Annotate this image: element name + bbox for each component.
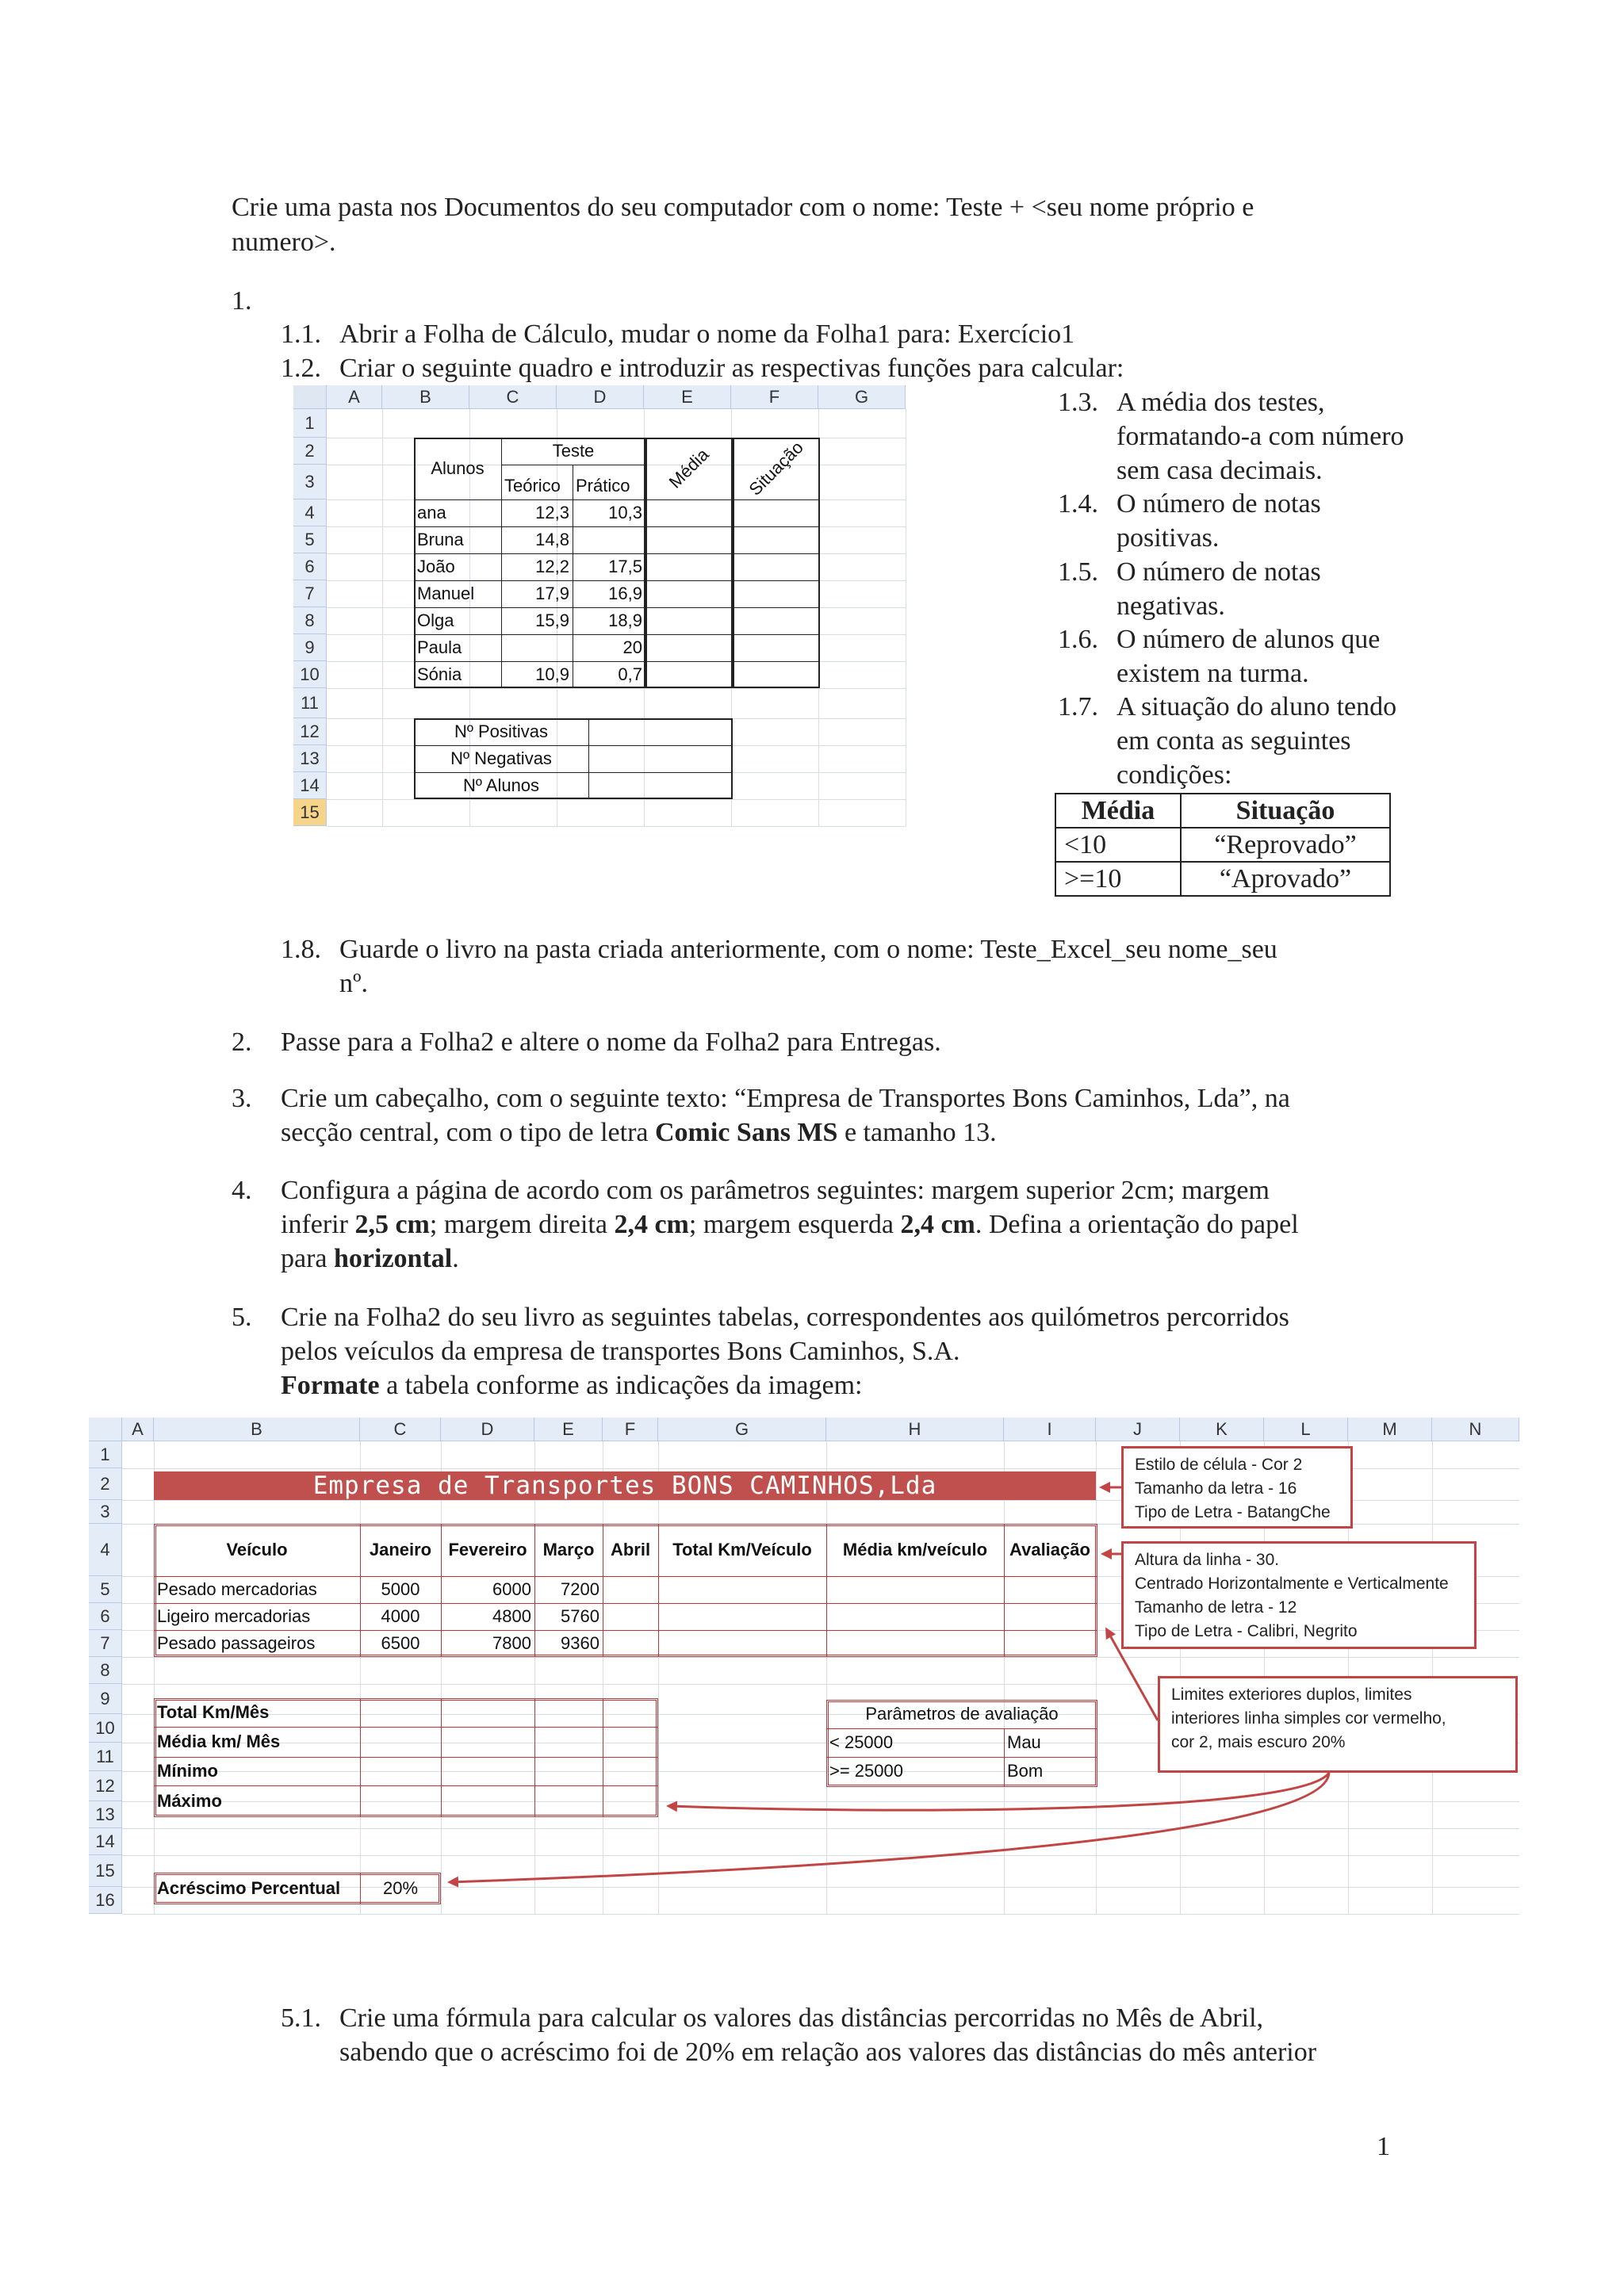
col-header-g[interactable]: G	[818, 385, 906, 409]
col-header-c[interactable]: C	[469, 385, 557, 409]
col-header-e[interactable]: E	[644, 385, 731, 409]
row-header[interactable]: 5	[89, 1576, 122, 1603]
row-header[interactable]: 6	[89, 1603, 122, 1630]
col-header-f[interactable]: F	[731, 385, 818, 409]
row-header[interactable]: 4	[293, 499, 327, 526]
header-abril: Abril	[610, 1540, 651, 1559]
header-veiculo: Veículo	[226, 1540, 288, 1559]
acrescimo-value: 20%	[382, 1878, 419, 1898]
item-1-7-number: 1.7.	[1058, 692, 1098, 721]
item-1-8-line: nº.	[339, 969, 369, 998]
student-name: Olga	[417, 610, 454, 630]
item-5-line-2: pelos veículos da empresa de transportes Bons Caminhos, S.A.	[281, 1337, 960, 1366]
item-1-4-number: 1.4.	[1058, 489, 1098, 519]
row-header[interactable]: 7	[89, 1630, 122, 1657]
item-1-3-line: sem casa decimais.	[1116, 456, 1323, 485]
item-3-line-2: secção central, com o tipo de letra Comic Sans MS e tamanho 13.	[281, 1118, 997, 1147]
item-3-number: 3.	[232, 1084, 252, 1113]
student-name: ana	[417, 503, 446, 522]
item-1-7-line: A situação do aluno tendo	[1116, 692, 1397, 721]
col-header[interactable]: K	[1180, 1418, 1264, 1441]
callout-header-style: Altura da linha - 30. Centrado Horizontalmente e Verticalmente Tamanho de letra - 12 Tipo de Letra - Calibri, Negrito	[1121, 1541, 1477, 1649]
col-header-d[interactable]: D	[557, 385, 644, 409]
item-5-1-number: 5.1.	[281, 2003, 321, 2033]
vehicle-fev: 7800	[492, 1633, 531, 1653]
header-pratico: Prático	[576, 476, 630, 496]
row-header[interactable]: 1	[293, 409, 327, 438]
item-1-7-line: condições:	[1116, 760, 1232, 790]
row-header-active[interactable]: 15	[293, 799, 327, 826]
row-header[interactable]: 5	[293, 526, 327, 553]
item-4-line-2: inferir 2,5 cm; margem direita 2,4 cm; margem esquerda 2,4 cm. Defina a orientação do papel	[281, 1210, 1299, 1239]
vehicle-mar: 7200	[561, 1579, 599, 1599]
col-header[interactable]: G	[658, 1418, 826, 1441]
header-total: Total Km/Veículo	[672, 1540, 812, 1559]
intro-line-2: numero>.	[232, 228, 336, 257]
col-header[interactable]: D	[441, 1418, 534, 1441]
vehicle-mar: 5760	[561, 1606, 599, 1626]
param-condition: < 25000	[829, 1732, 894, 1752]
col-header-a[interactable]: A	[327, 385, 382, 409]
row-header[interactable]: 12	[89, 1771, 122, 1801]
stat-maximo: Máximo	[157, 1791, 222, 1811]
vehicle-mar: 9360	[561, 1633, 599, 1653]
col-header[interactable]: I	[1004, 1418, 1096, 1441]
item-3-line-1: Crie um cabeçalho, com o seguinte texto: “Empresa de Transportes Bons Caminhos, Lda”, na	[281, 1084, 1290, 1113]
row-header[interactable]: 2	[89, 1468, 122, 1500]
item-1-6-line: existem na turma.	[1116, 659, 1309, 688]
situation-result: “Reprovado”	[1181, 828, 1390, 862]
student-name: Sónia	[417, 664, 462, 684]
item-1-1-number: 1.1.	[281, 320, 321, 349]
item-2-number: 2.	[232, 1027, 252, 1057]
vehicle-jan: 5000	[381, 1579, 420, 1599]
row-header[interactable]: 8	[89, 1657, 122, 1684]
item-5-line-3: Formate a tabela conforme as indicações da imagem:	[281, 1371, 863, 1400]
col-header[interactable]: L	[1264, 1418, 1348, 1441]
student-teorico: 10,9	[535, 664, 569, 684]
summary-alunos: Nº Alunos	[462, 775, 540, 795]
item-1-4-line: O número de notas	[1116, 489, 1321, 519]
intro-line-1: Crie uma pasta nos Documentos do seu computador com o nome: Teste + <seu nome próprio e	[232, 193, 1254, 222]
header-alunos: Alunos	[431, 458, 485, 478]
item-1-6-line: O número de alunos que	[1116, 625, 1381, 654]
item-1-7-line: em conta as seguintes	[1116, 726, 1351, 756]
header-fevereiro: Fevereiro	[448, 1540, 527, 1559]
vehicle-jan: 4000	[381, 1606, 420, 1626]
item-1-3-line: A média dos testes,	[1116, 388, 1325, 417]
student-pratico: 20	[622, 637, 642, 657]
header-janeiro: Janeiro	[369, 1540, 432, 1559]
student-teorico: 17,9	[535, 584, 569, 603]
col-header[interactable]: J	[1096, 1418, 1180, 1441]
item-1-5-line: O número de notas	[1116, 557, 1321, 587]
spreadsheet-exercicio1	[293, 385, 940, 853]
situation-cond: >=10	[1055, 862, 1181, 896]
row-header[interactable]: 4	[89, 1524, 122, 1576]
row-header[interactable]: 16	[89, 1887, 122, 1914]
callout-title-style: Estilo de célula - Cor 2 Tamanho da letra - 16 Tipo de Letra - BatangChe	[1121, 1446, 1353, 1529]
spreadsheet-entregas	[89, 1418, 1519, 1931]
row-header[interactable]: 14	[89, 1828, 122, 1855]
item-2-text: Passe para a Folha2 e altere o nome da Folha2 para Entregas.	[281, 1027, 941, 1057]
row-header[interactable]: 8	[293, 607, 327, 634]
header-avaliacao: Avaliação	[1009, 1540, 1090, 1559]
item-1-8-line: Guarde o livro na pasta criada anteriormente, com o nome: Teste_Excel_seu nome_seu	[339, 935, 1277, 964]
sheet-title: Empresa de Transportes BONS CAMINHOS,Lda	[154, 1471, 1096, 1500]
student-teorico	[501, 634, 573, 661]
row-header[interactable]: 12	[293, 718, 327, 745]
item-1-4-line: positivas.	[1116, 523, 1220, 553]
row-header[interactable]: 9	[89, 1684, 122, 1714]
vehicle-name: Pesado passageiros	[157, 1633, 316, 1653]
param-result: Bom	[1007, 1761, 1044, 1781]
col-header[interactable]: C	[360, 1418, 441, 1441]
row-header[interactable]: 13	[293, 745, 327, 772]
vehicle-fev: 6000	[492, 1579, 531, 1599]
student-name: João	[417, 557, 455, 576]
row-header[interactable]: 15	[89, 1855, 122, 1887]
summary-positivas: Nº Positivas	[454, 721, 549, 741]
stat-minimo: Mínimo	[157, 1761, 218, 1781]
row-header[interactable]: 1	[89, 1441, 122, 1468]
param-condition: >= 25000	[829, 1761, 903, 1781]
row-header[interactable]: 11	[293, 688, 327, 718]
student-pratico: 18,9	[608, 610, 642, 630]
student-name: Manuel	[417, 584, 475, 603]
student-pratico: 17,5	[608, 557, 642, 576]
item-1-2-text: Criar o seguinte quadro e introduzir as respectivas funções para calcular:	[339, 354, 1124, 383]
situation-cond: <10	[1055, 828, 1181, 862]
callout-borders: Limites exteriores duplos, limites interiores linha simples cor vermelho, cor 2, mais escuro 20%	[1158, 1676, 1518, 1773]
item-1-5-line: negativas.	[1116, 591, 1225, 621]
item-5-1-line-2: sabendo que o acréscimo foi de 20% em relação aos valores das distâncias do mês anterior	[339, 2038, 1317, 2067]
header-teorico: Teórico	[504, 476, 561, 496]
stat-total: Total Km/Mês	[157, 1702, 270, 1722]
row-header[interactable]: 2	[293, 438, 327, 465]
acrescimo-label: Acréscimo Percentual	[157, 1878, 341, 1898]
student-pratico: 16,9	[608, 584, 642, 603]
row-header[interactable]: 14	[293, 772, 327, 799]
select-all-corner[interactable]	[293, 385, 327, 409]
student-name: Paula	[417, 637, 462, 657]
item-1-2-number: 1.2.	[281, 354, 321, 383]
col-header-b[interactable]: B	[382, 385, 469, 409]
student-teorico: 12,2	[535, 557, 569, 576]
header-marco: Março	[542, 1540, 595, 1559]
header-situacao: Situação	[745, 437, 807, 499]
situation-header-situacao: Situação	[1181, 794, 1390, 828]
params-title: Parâmetros de avaliação	[865, 1704, 1059, 1724]
item-1-8-number: 1.8.	[281, 935, 321, 964]
item-5-number: 5.	[232, 1303, 252, 1332]
row-header[interactable]: 9	[293, 634, 327, 661]
situation-result: “Aprovado”	[1181, 862, 1390, 896]
vehicle-jan: 6500	[381, 1633, 420, 1653]
vehicle-name: Ligeiro mercadorias	[157, 1606, 311, 1626]
item-1-1-text: Abrir a Folha de Cálculo, mudar o nome da Folha1 para: Exercício1	[339, 320, 1075, 349]
col-header[interactable]: F	[603, 1418, 658, 1441]
item-5-1-line-1: Crie uma fórmula para calcular os valores das distâncias percorridas no Mês de Abril,	[339, 2003, 1264, 2033]
header-teste: Teste	[552, 441, 595, 461]
col-header[interactable]: A	[122, 1418, 154, 1441]
student-pratico: 0,7	[618, 664, 642, 684]
col-header[interactable]: M	[1348, 1418, 1432, 1441]
student-teorico: 15,9	[535, 610, 569, 630]
stat-media: Média km/ Mês	[157, 1732, 281, 1751]
col-header[interactable]: B	[154, 1418, 360, 1441]
param-result: Mau	[1007, 1732, 1041, 1752]
vehicle-fev: 4800	[492, 1606, 531, 1626]
row-header[interactable]: 11	[89, 1743, 122, 1771]
row-header[interactable]: 3	[89, 1500, 122, 1524]
item-5-line-1: Crie na Folha2 do seu livro as seguintes tabelas, correspondentes aos quilómetros percorridos	[281, 1303, 1289, 1332]
vehicle-name: Pesado mercadorias	[157, 1579, 317, 1599]
summary-negativas: Nº Negativas	[450, 748, 552, 768]
item-4-number: 4.	[232, 1176, 252, 1205]
page-number: 1	[1377, 2132, 1390, 2161]
student-pratico: 10,3	[608, 503, 642, 522]
col-header[interactable]: N	[1432, 1418, 1519, 1441]
col-header[interactable]: E	[534, 1418, 603, 1441]
student-pratico	[573, 526, 645, 553]
row-header[interactable]: 7	[293, 580, 327, 607]
item-1-3-line: formatando-a com número	[1116, 422, 1404, 451]
situation-table	[1055, 793, 1391, 897]
item-1-3-number: 1.3.	[1058, 388, 1098, 417]
row-header[interactable]: 13	[89, 1801, 122, 1828]
situation-header-media: Média	[1055, 794, 1181, 828]
section-1-number: 1.	[232, 286, 252, 316]
student-teorico: 14,8	[535, 530, 569, 549]
item-1-5-number: 1.5.	[1058, 557, 1098, 587]
row-header[interactable]: 10	[89, 1714, 122, 1743]
student-teorico: 12,3	[535, 503, 569, 522]
row-header[interactable]: 3	[293, 465, 327, 499]
header-media: Média	[665, 444, 713, 492]
item-4-line-1: Configura a página de acordo com os parâmetros seguintes: margem superior 2cm; margem	[281, 1176, 1270, 1205]
item-4-line-3: para horizontal.	[281, 1244, 459, 1273]
item-1-6-number: 1.6.	[1058, 625, 1098, 654]
row-header[interactable]: 6	[293, 553, 327, 580]
callout-arrows	[89, 1418, 1519, 1931]
student-name: Bruna	[417, 530, 464, 549]
row-header[interactable]: 10	[293, 661, 327, 688]
col-header[interactable]: H	[826, 1418, 1004, 1441]
header-media: Média km/veículo	[842, 1540, 988, 1559]
